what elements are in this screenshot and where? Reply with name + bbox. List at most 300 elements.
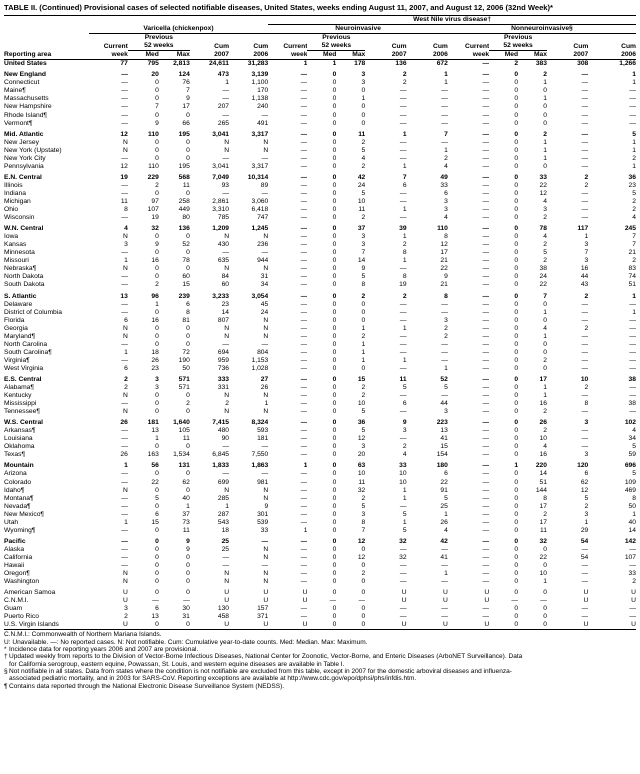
value-cell: 17 xyxy=(539,375,547,383)
value-cell: 38 xyxy=(628,400,636,408)
value-cell: 265 xyxy=(217,119,230,127)
value-cell: 12 xyxy=(539,189,547,197)
value-cell: 4 xyxy=(444,214,448,222)
value-cell: 981 xyxy=(257,478,269,486)
value-cell: — xyxy=(482,300,490,308)
value-cell: 26 xyxy=(120,451,128,459)
value-cell: 2 xyxy=(543,257,547,265)
reporting-area-cell: E.S. Central xyxy=(4,375,42,383)
value-cell: 33 xyxy=(440,181,448,189)
table-row xyxy=(4,462,636,470)
value-cell: — xyxy=(121,300,128,308)
value-cell: 23 xyxy=(221,300,230,308)
value-cell: 117 xyxy=(577,225,589,233)
cum-label: Cum xyxy=(214,42,230,50)
value-cell: — xyxy=(399,214,407,222)
value-cell: 33 xyxy=(539,173,547,181)
current-label: Current xyxy=(465,42,490,50)
value-cell: 2 xyxy=(361,392,366,400)
value-cell: 0 xyxy=(186,589,190,597)
value-cell: 543 xyxy=(217,518,230,526)
value-cell: — xyxy=(441,578,448,586)
value-cell: N xyxy=(123,486,128,494)
value-cell: — xyxy=(482,384,490,392)
value-cell: 11 xyxy=(358,478,366,486)
value-cell: 10 xyxy=(357,197,366,205)
value-cell: 0 xyxy=(514,553,519,561)
value-cell: 0 xyxy=(514,273,519,281)
value-cell: — xyxy=(482,189,490,197)
value-cell: 0 xyxy=(186,324,190,332)
reporting-area-cell: Guam xyxy=(4,605,23,613)
value-cell: 24 xyxy=(539,273,547,281)
footnote-line xyxy=(4,639,636,646)
value-cell: 0 xyxy=(514,427,519,435)
value-cell: 1,640 xyxy=(173,419,190,427)
disease-table xyxy=(4,15,636,630)
value-cell: 1 xyxy=(225,79,230,87)
value-cell: 8 xyxy=(444,292,448,300)
value-cell: — xyxy=(300,470,308,478)
value-cell: — xyxy=(399,570,407,578)
value-cell: 0 xyxy=(514,206,519,214)
value-cell: 0 xyxy=(332,241,337,249)
value-cell: 24 xyxy=(260,308,269,316)
value-cell: 16 xyxy=(151,316,159,324)
value-cell: 2 xyxy=(402,241,407,249)
value-cell: — xyxy=(399,197,407,205)
table-row xyxy=(4,95,636,103)
value-cell: 944 xyxy=(257,257,269,265)
value-cell: 51 xyxy=(539,478,547,486)
footnote-text: Not notifiable in all states. Data from states where the condition is not notifiable are excluded from this table, except in 2007 for the domestic arboviral diseases and influenza- xyxy=(9,668,512,676)
value-cell: 0 xyxy=(155,273,159,281)
value-cell: 4 xyxy=(543,233,547,241)
value-cell: 3 xyxy=(584,257,589,265)
value-cell: — xyxy=(399,138,407,146)
table-title: TABLE II. (Continued) Provisional cases of selected notifiable diseases, United States, weeks ending August 11, 2007, and August 12, 2006 (32nd Week)* xyxy=(4,3,554,12)
value-cell: — xyxy=(300,486,308,494)
value-cell: U xyxy=(583,589,589,597)
value-cell: 1,266 xyxy=(619,60,636,68)
value-cell: — xyxy=(581,206,589,214)
value-cell: 40 xyxy=(628,518,636,526)
value-cell: 38 xyxy=(628,375,636,383)
value-cell: 0 xyxy=(332,119,337,127)
table-row xyxy=(4,293,636,301)
value-cell: 6 xyxy=(584,470,589,478)
value-cell: 0 xyxy=(186,562,190,569)
value-cell: — xyxy=(629,332,636,340)
value-cell: — xyxy=(121,87,128,95)
value-cell: 1 xyxy=(361,340,366,348)
value-cell: 0 xyxy=(514,324,519,332)
value-cell: 10,314 xyxy=(247,173,269,181)
reporting-area-cell: Delaware xyxy=(4,300,33,308)
value-cell: 1 xyxy=(361,95,366,103)
value-cell: — xyxy=(482,146,490,154)
footnote-line xyxy=(4,631,636,638)
value-cell: 0 xyxy=(332,332,337,340)
value-cell: 1 xyxy=(124,518,128,526)
table-row xyxy=(4,538,636,546)
value-cell: 0 xyxy=(155,526,159,534)
table-row xyxy=(4,570,636,578)
value-cell: 0 xyxy=(514,356,519,364)
reporting-area-cell: Maryland¶ xyxy=(4,332,36,340)
value-cell: — xyxy=(222,189,230,197)
value-cell: 0 xyxy=(332,162,337,170)
value-cell: 7 xyxy=(543,292,547,300)
value-cell: — xyxy=(261,189,269,197)
value-cell: 3 xyxy=(402,427,407,435)
value-cell: 38 xyxy=(539,265,547,273)
table-row xyxy=(4,233,636,241)
value-cell: 1,833 xyxy=(212,462,230,470)
value-cell: 0 xyxy=(332,95,337,103)
value-cell: 84 xyxy=(221,273,230,281)
value-cell: U xyxy=(229,621,268,630)
value-cell: 1 xyxy=(402,162,407,170)
value-cell: — xyxy=(121,526,128,534)
value-cell: 27 xyxy=(260,375,269,383)
value-cell: — xyxy=(581,197,589,205)
weeks52-label: 52 weeks xyxy=(128,42,190,51)
value-cell: 1 xyxy=(543,154,547,162)
value-cell: 24 xyxy=(357,181,366,189)
value-cell: — xyxy=(511,597,519,605)
value-cell: 0 xyxy=(332,494,337,502)
value-cell: N xyxy=(224,324,230,332)
value-cell: 239 xyxy=(178,292,190,300)
value-cell: 16 xyxy=(539,400,547,408)
value-cell: — xyxy=(300,478,308,486)
table-row xyxy=(4,589,636,597)
value-cell: 0 xyxy=(514,340,519,348)
value-cell: 2 xyxy=(632,154,636,162)
value-cell: 0 xyxy=(514,537,519,545)
value-cell: — xyxy=(482,443,490,451)
value-cell: 1 xyxy=(632,138,636,146)
value-cell: 10 xyxy=(399,478,407,486)
value-cell: — xyxy=(399,95,407,103)
value-cell: 52 xyxy=(440,375,448,383)
value-cell: 2 xyxy=(584,324,589,332)
value-cell: 1 xyxy=(225,502,230,510)
value-cell: 1,100 xyxy=(251,79,269,87)
value-cell: — xyxy=(300,510,308,518)
value-cell: — xyxy=(482,518,490,526)
value-cell: 2 xyxy=(361,292,366,300)
value-cell: 25 xyxy=(221,545,230,553)
value-cell: — xyxy=(482,138,490,146)
value-cell: — xyxy=(482,197,490,205)
table-row xyxy=(4,427,636,435)
value-cell: 0 xyxy=(332,553,337,561)
value-cell: 0 xyxy=(332,427,337,435)
value-cell: 694 xyxy=(217,348,230,356)
value-cell: — xyxy=(261,443,269,451)
value-cell: — xyxy=(629,613,636,621)
value-cell: 110 xyxy=(437,225,448,233)
value-cell: — xyxy=(482,613,490,621)
value-cell: — xyxy=(300,308,308,316)
value-cell: N xyxy=(123,408,128,416)
value-cell: 0 xyxy=(155,408,159,416)
reporting-area-cell: Minnesota xyxy=(4,249,35,257)
value-cell: 0 xyxy=(332,589,337,597)
value-cell: 3 xyxy=(444,206,448,214)
value-cell: 0 xyxy=(514,154,519,162)
value-cell: 0 xyxy=(514,87,519,95)
value-cell: 5 xyxy=(361,427,366,435)
reporting-area-cell: Texas¶ xyxy=(4,451,26,459)
value-cell: — xyxy=(121,181,128,189)
value-cell: N xyxy=(224,138,230,146)
value-cell: N xyxy=(123,324,128,332)
value-cell: — xyxy=(300,384,308,392)
value-cell: — xyxy=(482,570,490,578)
footnote-line xyxy=(4,668,636,675)
value-cell: 308 xyxy=(577,60,589,68)
value-cell: 0 xyxy=(155,502,159,510)
value-cell: 285 xyxy=(217,494,230,502)
value-cell: 17 xyxy=(440,249,448,257)
value-cell: 107 xyxy=(624,553,636,561)
value-cell: 0 xyxy=(514,71,519,79)
reporting-area-cell: Louisiana xyxy=(4,435,33,443)
value-cell: — xyxy=(629,392,636,400)
reporting-area-cell: Oregon¶ xyxy=(4,570,30,578)
value-cell: — xyxy=(629,324,636,332)
value-cell: — xyxy=(183,597,190,605)
value-cell: 22 xyxy=(539,553,547,561)
value-cell: 0 xyxy=(186,154,190,162)
value-cell: N xyxy=(123,146,128,154)
reporting-area-cell: North Carolina xyxy=(4,340,48,348)
value-cell: — xyxy=(482,281,490,289)
value-cell: — xyxy=(441,545,448,553)
value-cell: 2 xyxy=(361,570,366,578)
value-cell: 0 xyxy=(186,332,190,340)
value-cell: — xyxy=(300,613,308,621)
value-cell: 21 xyxy=(628,249,636,257)
value-cell: 131 xyxy=(178,462,190,470)
value-cell: — xyxy=(482,162,490,170)
value-cell: 0 xyxy=(514,443,519,451)
value-cell: 25 xyxy=(440,502,448,510)
value-cell: 4 xyxy=(543,324,547,332)
value-cell: — xyxy=(482,233,490,241)
value-cell: 44 xyxy=(440,400,448,408)
value-cell: 9 xyxy=(361,265,366,273)
value-cell: — xyxy=(399,332,407,340)
value-cell: 3 xyxy=(543,206,547,214)
value-cell: 107 xyxy=(147,206,159,214)
value-cell: — xyxy=(482,419,490,427)
value-cell: 0 xyxy=(332,408,337,416)
value-cell: 3 xyxy=(584,510,589,518)
value-cell: — xyxy=(581,613,589,621)
value-cell: — xyxy=(152,597,159,605)
week-label: week xyxy=(268,51,307,60)
value-cell: — xyxy=(300,265,308,273)
value-cell: — xyxy=(482,316,490,324)
value-cell: 9 xyxy=(402,419,407,427)
value-cell: 14 xyxy=(539,470,547,478)
value-cell: U xyxy=(123,589,128,597)
value-cell: — xyxy=(121,435,128,443)
value-cell: 5 xyxy=(584,494,589,502)
value-cell: 0 xyxy=(361,364,366,372)
value-cell: 0 xyxy=(514,510,519,518)
value-cell: — xyxy=(300,340,308,348)
value-cell: 0 xyxy=(514,570,519,578)
value-cell: U xyxy=(123,597,128,605)
value-cell: 699 xyxy=(217,478,230,486)
value-cell: 5 xyxy=(361,408,366,416)
value-cell: 0 xyxy=(361,316,366,324)
value-cell: 12 xyxy=(580,486,589,494)
value-cell: N xyxy=(224,486,230,494)
value-cell: — xyxy=(121,427,128,435)
value-cell: 163 xyxy=(147,451,159,459)
value-cell: — xyxy=(399,265,407,273)
value-cell: 1 xyxy=(444,364,448,372)
reporting-area-cell: Kansas xyxy=(4,241,27,249)
value-cell: 76 xyxy=(182,79,190,87)
table-row xyxy=(4,451,636,459)
value-cell: 12 xyxy=(357,537,366,545)
reporting-area-cell: South Dakota xyxy=(4,281,45,289)
value-cell: 66 xyxy=(182,119,190,127)
reporting-area-cell: California xyxy=(4,553,33,561)
value-cell: — xyxy=(300,130,308,138)
value-cell: — xyxy=(121,103,128,111)
footnote-text: U: Unavailable. —: No reported cases. N: Not notifiable. Cum: Cumulative year-to-date counts. Med: Median. Max: Maximum. xyxy=(4,638,368,646)
value-cell: 0 xyxy=(186,578,190,586)
table-row xyxy=(4,487,636,495)
value-cell: 2 xyxy=(584,292,589,300)
value-cell: 7 xyxy=(361,249,366,257)
table-row xyxy=(4,495,636,503)
value-cell: 430 xyxy=(217,241,230,249)
value-cell: — xyxy=(300,356,308,364)
value-cell: 0 xyxy=(514,316,519,324)
value-cell: 2 xyxy=(543,214,547,222)
value-cell: — xyxy=(399,392,407,400)
table-row xyxy=(4,341,636,349)
value-cell: 491 xyxy=(257,119,269,127)
value-cell: 14 xyxy=(357,257,366,265)
value-cell: 3 xyxy=(444,316,448,324)
value-cell: — xyxy=(300,225,308,233)
value-cell: 2 xyxy=(444,324,448,332)
value-cell: 5 xyxy=(402,526,407,534)
value-cell: 0 xyxy=(332,324,337,332)
value-cell: 0 xyxy=(514,281,519,289)
value-cell: 2 xyxy=(584,173,589,181)
value-cell: — xyxy=(300,443,308,451)
value-cell: — xyxy=(300,281,308,289)
reporting-area-cell: United States xyxy=(4,60,47,68)
reporting-area-cell: Colorado xyxy=(4,478,32,486)
value-cell: 5 xyxy=(444,384,448,392)
value-cell: — xyxy=(629,340,636,348)
table-row xyxy=(4,613,636,621)
value-cell: 26 xyxy=(539,419,547,427)
value-cell: 19 xyxy=(399,281,407,289)
value-cell: 20 xyxy=(151,71,159,79)
value-cell: 1 xyxy=(632,71,636,79)
value-cell: 16 xyxy=(151,257,159,265)
value-cell: 287 xyxy=(217,510,230,518)
value-cell: — xyxy=(261,249,269,257)
value-cell: 0 xyxy=(332,189,337,197)
value-cell: 240 xyxy=(257,103,269,111)
value-cell: 0 xyxy=(186,392,190,400)
value-cell: — xyxy=(300,562,308,569)
value-cell: — xyxy=(300,146,308,154)
value-cell: — xyxy=(300,494,308,502)
value-cell: 0 xyxy=(514,162,519,170)
value-cell: 0 xyxy=(155,562,159,569)
value-cell: — xyxy=(581,408,589,416)
value-cell: 120 xyxy=(577,462,589,470)
value-cell: — xyxy=(300,197,308,205)
value-cell: — xyxy=(482,562,490,569)
value-cell: 8 xyxy=(444,233,448,241)
neuroinvasive-header: Neuroinvasive xyxy=(268,25,448,34)
table-row xyxy=(4,174,636,182)
value-cell: 124 xyxy=(178,71,190,79)
value-cell: 31 xyxy=(260,273,269,281)
value-cell: N xyxy=(123,578,128,586)
value-cell: — xyxy=(482,408,490,416)
value-cell: 0 xyxy=(155,443,159,451)
value-cell: — xyxy=(482,214,490,222)
value-cell: — xyxy=(629,364,636,372)
value-cell: 449 xyxy=(178,206,190,214)
value-cell: 1 xyxy=(543,95,547,103)
value-cell: — xyxy=(121,494,128,502)
value-cell: U xyxy=(448,621,489,630)
value-cell: 91 xyxy=(440,486,448,494)
value-cell: 0 xyxy=(514,384,519,392)
value-cell: 13 xyxy=(440,427,448,435)
value-cell: U xyxy=(484,589,490,597)
value-cell: 1 xyxy=(361,348,366,356)
value-cell: 0 xyxy=(332,605,337,613)
value-cell: 15 xyxy=(357,375,366,383)
value-cell: 258 xyxy=(178,197,190,205)
value-cell: — xyxy=(300,181,308,189)
footnote-line xyxy=(4,683,636,690)
value-cell: 0 xyxy=(186,470,190,478)
value-cell: 32 xyxy=(399,537,407,545)
value-cell: 3 xyxy=(155,375,159,383)
value-cell: 5 xyxy=(402,384,407,392)
value-cell: — xyxy=(300,257,308,265)
value-cell: — xyxy=(581,578,589,586)
value-cell: 0 xyxy=(332,154,337,162)
value-cell: — xyxy=(581,340,589,348)
value-cell: 130 xyxy=(217,605,230,613)
footnote-line xyxy=(4,661,636,668)
value-cell: 181 xyxy=(257,435,269,443)
max-label: Max xyxy=(336,51,365,60)
value-cell: 17 xyxy=(539,518,547,526)
